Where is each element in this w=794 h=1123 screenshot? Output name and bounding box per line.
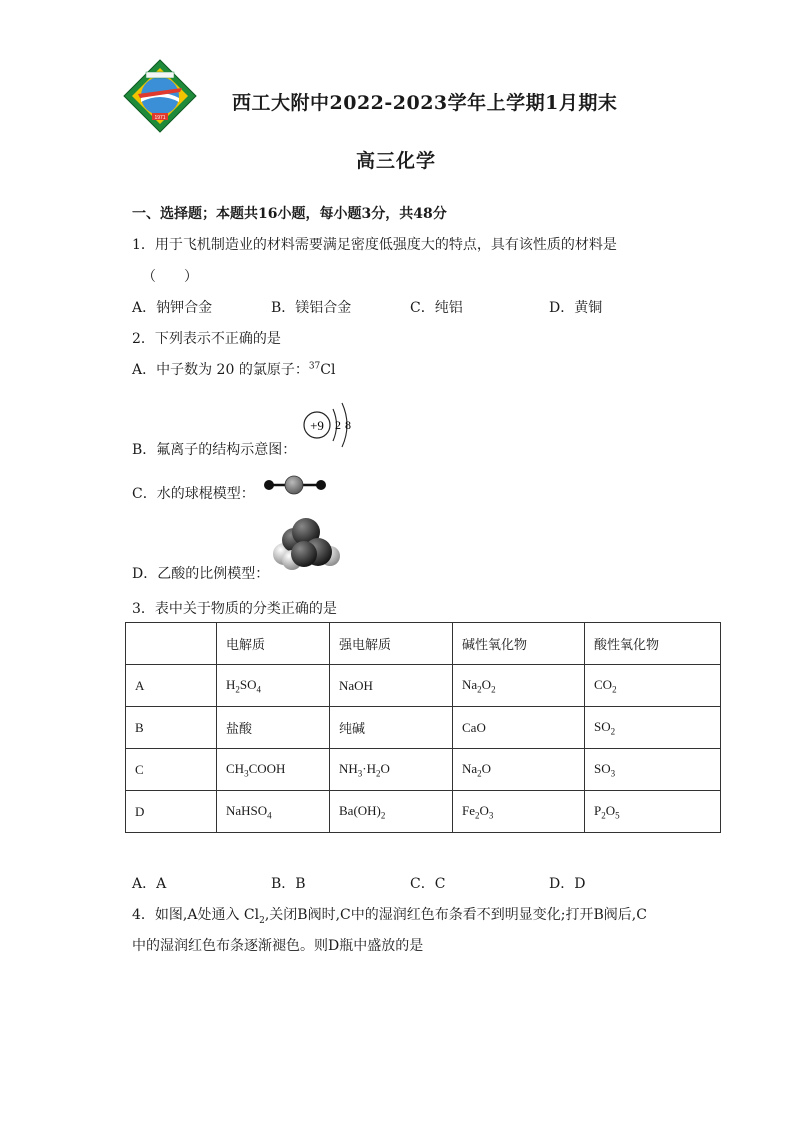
q1-option-b: B．镁铝合金 [271,300,352,316]
question-1-text: 1．用于飞机制造业的材料需要满足密度低强度大的特点，具有该性质的材料是 [132,237,617,253]
acetic-acid-space-filling-model [270,514,342,574]
q1-option-c: C．纯铝 [410,300,463,316]
q2-option-c: C．水的球棍模型： [132,486,255,502]
q3-option-c: C．C [410,876,446,892]
table-cell: $P_2O_5$ [585,791,721,833]
chlorine-mass-number: 37 [308,361,321,372]
table-cell: $Ba(OH)_2$ [330,791,453,833]
table-row [126,749,721,791]
table-cell: $Na_2O$ [453,749,585,791]
table-cell: 盐酸 [217,707,330,749]
table-cell: $H_2SO_4$ [217,665,330,707]
table-cell: $NH_3\cdot H_2O$ [330,749,453,791]
q2-option-b: B．氟离子的结构示意图： [132,442,297,458]
q2-option-d: D．乙酸的比例模型： [132,566,270,582]
table-cell: $CO_2$ [585,665,721,707]
q3-option-a: A．A [132,876,167,892]
table-row [126,791,721,833]
q1-option-d: D．黄铜 [549,300,603,316]
table-cell: $CH_3COOH$ [217,749,330,791]
table-cell: $SO_2$ [585,707,721,749]
table-header-cell: 碱性氧化物 [453,623,585,665]
table-cell: 纯碱 [330,707,453,749]
nucleus-charge: +9 [310,418,324,433]
table-cell: CaO [453,707,585,749]
logo-year: 1971 [154,115,166,121]
table-cell: $Na_2O_2$ [453,665,585,707]
row-label: A [126,665,217,707]
table-cell: NaOH [330,665,453,707]
chlorine-symbol: Cl [320,362,336,378]
table-row [126,665,721,707]
question-1-blank: （ ） [142,269,198,285]
row-label: B [126,707,217,749]
table-row [126,707,721,749]
table-header-cell [126,623,217,665]
section-heading: 一、选择题；本题共16小题，每小题3分，共48分 [132,206,447,222]
q2-option-a [132,359,335,379]
table-header-row [126,623,721,665]
question-4-line-1: 4．如图,A处通入 $Cl_2$,关闭B阀时,C中的湿润红色布条看不到明显变化;打开B阀后,C [132,907,647,926]
q2-option-a-text: A．中子数为 20 的氯原子： [132,362,309,378]
shell-2-electrons: 8 [345,418,351,432]
table-cell: $Fe_2O_3$ [453,791,585,833]
table-cell: NaHSO$_4$ [217,791,330,833]
row-label: C [126,749,217,791]
question-4-line-2: 中的湿润红色布条逐渐褪色。则D瓶中盛放的是 [132,938,424,954]
page-subtitle: 高三化学 [356,150,437,172]
table-header-cell: 酸性氧化物 [585,623,721,665]
table-cell: $SO_3$ [585,749,721,791]
table-header-cell: 电解质 [217,623,330,665]
school-logo [122,58,198,134]
table-header-cell: 强电解质 [330,623,453,665]
shell-1-electrons: 2 [335,418,341,432]
q3-option-b: B．B [271,876,306,892]
water-ball-stick-model [262,474,330,496]
fluoride-ion-diagram [300,398,362,454]
classification-table [125,622,721,833]
q1-option-a: A．钠钾合金 [132,300,213,316]
q3-option-d: D．D [549,876,586,892]
question-3-text: 3．表中关于物质的分类正确的是 [132,601,337,617]
page-title: 西工大附中2022-2023学年上学期1月期末 [232,92,618,114]
row-label: D [126,791,217,833]
question-2-text: 2．下列表示不正确的是 [132,331,281,347]
